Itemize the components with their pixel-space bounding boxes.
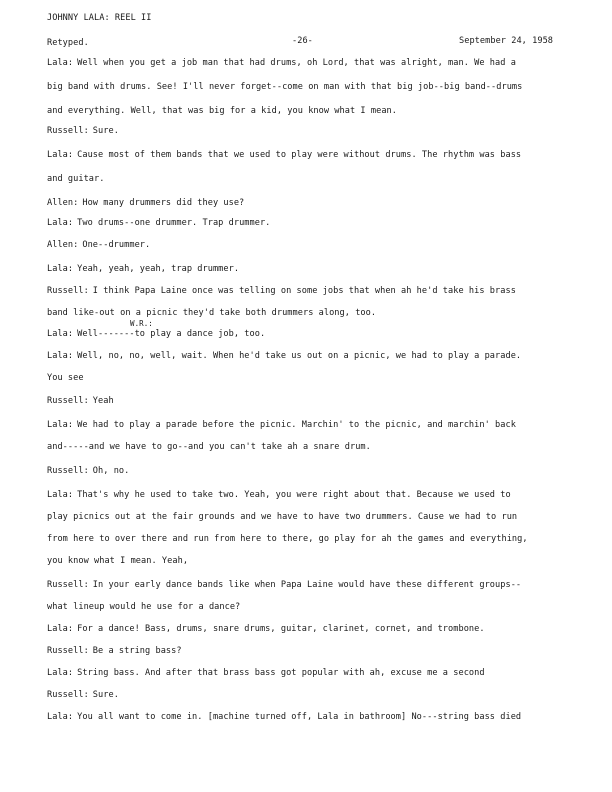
- transcript-line: [47, 556, 188, 566]
- transcript-date: September 24, 1958: [459, 36, 554, 46]
- transcript-line: [47, 106, 397, 116]
- speaker-label: Lala:: [47, 264, 74, 274]
- line-text: Oh, no.: [92, 466, 130, 476]
- speaker-label: Russell:: [47, 690, 89, 700]
- line-text: I think Papa Laine once was telling on some jobs that when ah he'd take his brass: [92, 286, 516, 296]
- line-text: That's why he used to take two. Yeah, you were right about that. Because we used to: [77, 490, 511, 500]
- speaker-label: Lala:: [47, 58, 74, 68]
- retyped-label: Retyped.: [47, 38, 89, 48]
- transcript-line: [47, 396, 114, 406]
- transcript-line: [47, 174, 104, 184]
- transcript-line: [47, 264, 239, 274]
- speaker-label: Russell:: [47, 396, 89, 406]
- transcript-line: [47, 58, 516, 68]
- speaker-label: Lala:: [47, 218, 74, 228]
- transcript-line: [47, 126, 119, 136]
- speaker-label: Russell:: [47, 646, 89, 656]
- speaker-label: Russell:: [47, 286, 89, 296]
- line-text: Sure.: [92, 126, 119, 136]
- line-text: You see: [47, 373, 84, 383]
- page-number: -26-: [292, 36, 313, 46]
- transcript-line: [47, 466, 129, 476]
- line-text: you know what I mean. Yeah,: [47, 556, 189, 566]
- transcript-line: [47, 373, 84, 383]
- line-text: String bass. And after that brass bass got popular with ah, excuse me a second: [77, 668, 485, 678]
- speaker-label: Russell:: [47, 466, 89, 476]
- transcript-line: [47, 690, 119, 700]
- line-text: big band with drums. See! I'll never forget--come on man with that big job--big band--drums: [47, 82, 523, 92]
- transcript-line: [47, 82, 522, 92]
- speaker-label: Russell:: [47, 126, 89, 136]
- transcript-line: [47, 329, 265, 339]
- speaker-label: Lala:: [47, 624, 74, 634]
- speaker-label: Lala:: [47, 351, 74, 361]
- line-text: Well, no, no, well, wait. When he'd take us out on a picnic, we had to play a parade.: [77, 351, 522, 361]
- transcript-line: [47, 646, 182, 656]
- transcript-line: [47, 150, 521, 160]
- handwritten-note: W.R.:: [130, 319, 153, 328]
- line-text: Well-------to play a dance job, too.: [77, 329, 266, 339]
- line-text: and everything. Well, that was big for a kid, you know what I mean.: [47, 106, 397, 116]
- line-text: Two drums--one drummer. Trap drummer.: [77, 218, 271, 228]
- line-text: Well when you get a job man that had drums, oh Lord, that was alright, man. We had a: [77, 58, 516, 68]
- line-text: play picnics out at the fair grounds and we have to have two drummers. Cause we had to run: [47, 512, 518, 522]
- speaker-label: Allen:: [47, 240, 79, 250]
- speaker-label: Lala:: [47, 712, 74, 722]
- speaker-label: Lala:: [47, 329, 74, 339]
- speaker-label: Russell:: [47, 580, 89, 590]
- reel-title: JOHNNY LALA: REEL II: [47, 13, 152, 23]
- transcript-line: [47, 420, 516, 430]
- transcript-line: [47, 668, 485, 678]
- transcript-line: [47, 286, 516, 296]
- transcript-line: [47, 534, 528, 544]
- transcript-line: [47, 490, 511, 500]
- line-text: Cause most of them bands that we used to play were without drums. The rhythm was bass: [77, 150, 522, 160]
- transcript-line: [47, 218, 270, 228]
- line-text: In your early dance bands like when Papa Laine would have these different groups--: [92, 580, 522, 590]
- line-text: You all want to come in. [machine turned off, Lala in bathroom] No---string bass died: [77, 712, 522, 722]
- line-text: Yeah, yeah, yeah, trap drummer.: [77, 264, 240, 274]
- line-text: We had to play a parade before the picnic. Marchin' to the picnic, and marchin' back: [77, 420, 516, 430]
- transcript-line: [47, 624, 485, 634]
- transcript-line: [47, 308, 376, 318]
- transcript-line: [47, 712, 521, 722]
- transcript-line: [47, 351, 521, 361]
- transcript-line: [47, 442, 371, 452]
- transcript-line: [47, 240, 150, 250]
- line-text: Yeah: [92, 396, 114, 406]
- transcript-line: [47, 512, 517, 522]
- line-text: and-----and we have to go--and you can't take ah a snare drum.: [47, 442, 371, 452]
- line-text: from here to over there and run from here to there, go play for ah the games and everything,: [47, 534, 528, 544]
- line-text: and guitar.: [47, 174, 105, 184]
- line-text: band like-out on a picnic they'd take both drummers along, too.: [47, 308, 377, 318]
- line-text: Be a string bass?: [92, 646, 182, 656]
- line-text: One--drummer.: [82, 240, 151, 250]
- speaker-label: Lala:: [47, 150, 74, 160]
- line-text: what lineup would he use for a dance?: [47, 602, 241, 612]
- line-text: How many drummers did they use?: [82, 198, 245, 208]
- transcript-line: [47, 580, 521, 590]
- speaker-label: Lala:: [47, 420, 74, 430]
- transcript-line: [47, 602, 240, 612]
- line-text: Sure.: [92, 690, 119, 700]
- line-text: For a dance! Bass, drums, snare drums, guitar, clarinet, cornet, and trombone.: [77, 624, 485, 634]
- speaker-label: Allen:: [47, 198, 79, 208]
- transcript-line: [47, 198, 244, 208]
- speaker-label: Lala:: [47, 490, 74, 500]
- speaker-label: Lala:: [47, 668, 74, 678]
